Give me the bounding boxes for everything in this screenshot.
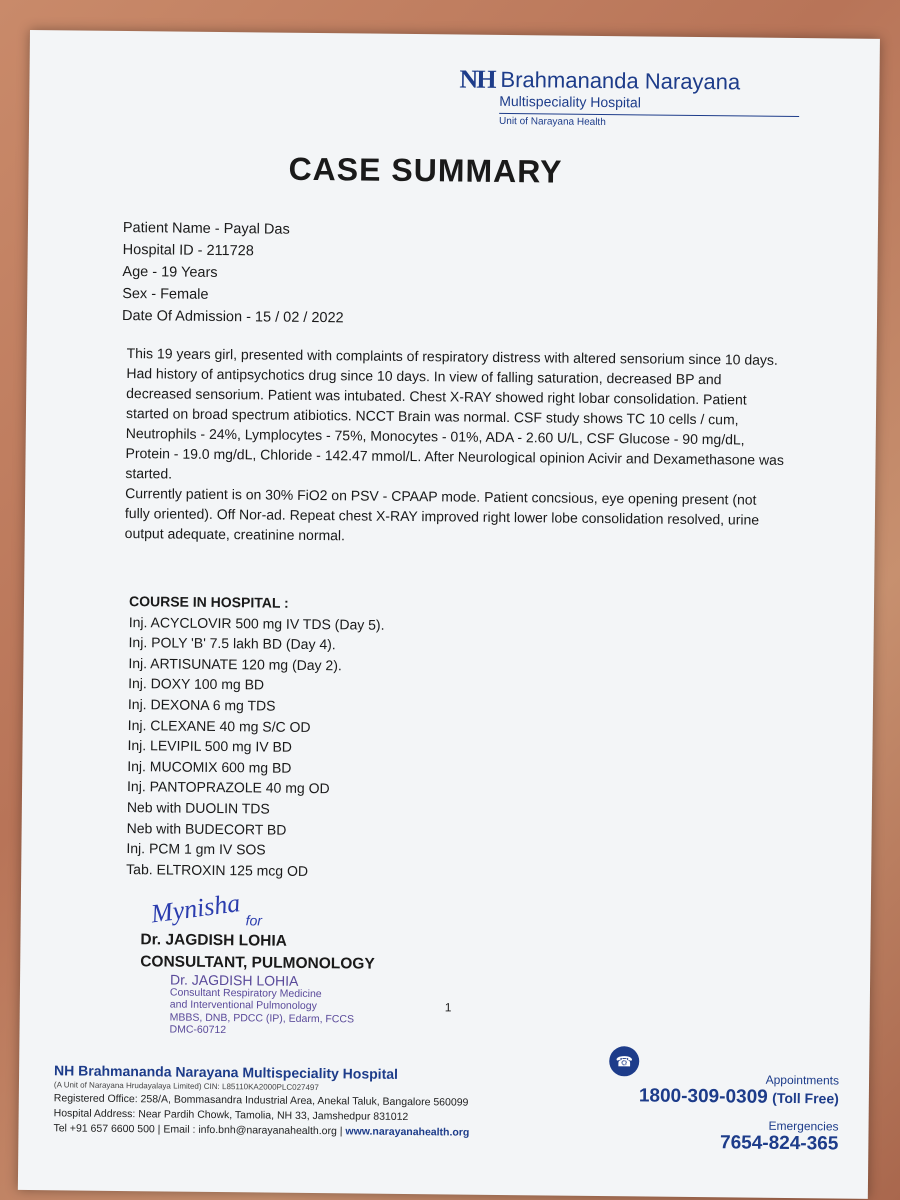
course-in-hospital	[126, 591, 385, 882]
emergencies-number: 7654-824-365	[719, 1132, 839, 1155]
course-item: Inj. POLY 'B' 7.5 lakh BD (Day 4).	[128, 634, 336, 653]
handwritten-signature: Mynisha	[149, 888, 242, 929]
course-item: Inj. ACYCLOVIR 500 mg IV TDS (Day 5).	[128, 613, 385, 633]
doctor-block	[140, 929, 375, 975]
patient-age: Age - 19 Years	[122, 263, 218, 281]
clinical-summary	[125, 343, 787, 550]
admission-date: Date Of Admission - 15 / 02 / 2022	[121, 307, 344, 327]
doctor-stamp	[169, 971, 355, 1038]
course-item: Inj. DEXONA 6 mg TDS	[127, 696, 276, 714]
page-title: CASE SUMMARY	[288, 150, 563, 190]
course-item: Inj. LEVIPIL 500 mg IV BD	[127, 737, 293, 755]
footer-cin: (A Unit of Narayana Hrudayalaya Limited) CIN: L85110KA2000PLC027497	[53, 1080, 319, 1093]
course-heading: COURSE IN HOSPITAL :	[128, 593, 289, 611]
hospital-logo	[459, 65, 820, 131]
course-item: Inj. DOXY 100 mg BD	[128, 675, 265, 693]
footer-hospital-address: Hospital Address: Near Pardih Chowk, Tamolia, NH 33, Jamshedpur 831012	[53, 1107, 409, 1124]
document-page	[18, 30, 880, 1199]
nh-logo-icon: NH	[459, 64, 495, 94]
course-item: Inj. CLEXANE 40 mg S/C OD	[127, 716, 311, 735]
hospital-unit: Unit of Narayana Health	[499, 115, 606, 129]
patient-name: Patient Name - Payal Das	[122, 219, 290, 238]
patient-details	[122, 217, 345, 329]
phone-icon: ☎	[609, 1046, 639, 1076]
contact-numbers	[638, 1071, 839, 1155]
summary-paragraph-2: Currently patient is on 30% FiO2 on PSV - CPAAP mode. Patient concsious, eye opening present (not fully oriented). Off Nor-ad. Repeat chest X-RAY improved right lower lobe consolidation resolved, urine output adequate, creatinine normal.	[124, 485, 760, 544]
course-item: Neb with BUDECORT BD	[126, 819, 287, 838]
course-item: Inj. MUCOMIX 600 mg BD	[127, 757, 292, 776]
appointments-number: 1800-309-0309	[638, 1085, 768, 1108]
footer-website-link[interactable]: www.narayanahealth.org	[345, 1125, 470, 1139]
stamp-line: and Interventional Pulmonology	[169, 998, 317, 1013]
appointments-label: Appointments	[765, 1072, 840, 1088]
hospital-name: Brahmananda Narayana	[500, 66, 741, 95]
toll-free-label: (Toll Free)	[772, 1089, 839, 1107]
page-number: 1	[444, 1000, 452, 1015]
stamp-line: DMC-60712	[169, 1023, 227, 1037]
patient-sex: Sex - Female	[122, 285, 209, 303]
course-item: Tab. ELTROXIN 125 mcg OD	[126, 860, 309, 879]
course-item: Inj. PCM 1 gm IV SOS	[126, 840, 266, 858]
signature-for: for	[245, 912, 263, 929]
hospital-id: Hospital ID - 211728	[122, 241, 254, 260]
stamp-line: Consultant Respiratory Medicine	[169, 986, 322, 1000]
course-item: Neb with DUOLIN TDS	[126, 798, 270, 817]
course-item: Inj. PANTOPRAZOLE 40 mg OD	[127, 778, 330, 797]
summary-paragraph-1: This 19 years girl, presented with complaints of respiratory distress with altered sensorium since 10 days. Had history of antipsychotics drug since 10 days. In view of falling saturation, decreased BP and decreased sensorium. Patient was intubated. Chest X-RAY showed right lobar consolidation. Patient started on broad spectrum atibiotics. NCCT Brain was normal. CSF study shows TC 10 cells / cum, Neutrophils - 24%, Lymplocytes - 75%, Monocytes - 01%, ADA - 2.60 U/L, CSF Glucose - 90 mg/dL, Protein - 19.0 mg/dL, Chloride - 142.47 mmol/L. After Neurological opinion Acivir and Dexamethasone was started.	[125, 345, 784, 482]
hospital-subtitle: Multispeciality Hospital	[499, 92, 641, 111]
doctor-designation: CONSULTANT, PULMONOLOGY	[140, 953, 375, 973]
doctor-name: Dr. JAGDISH LOHIA	[140, 931, 287, 950]
footer-registered-office: Registered Office: 258/A, Bommasandra Industrial Area, Anekal Taluk, Bangalore 560099	[53, 1092, 469, 1109]
footer-hospital-name: NH Brahmananda Narayana Multispeciality Hospital	[54, 1062, 399, 1082]
footer-contact-text: Tel +91 657 6600 500 | Email : info.bnh@narayanahealth.org |	[53, 1122, 343, 1138]
stamp-line: MBBS, DNB, PDCC (IP), Edarm, FCCS	[169, 1011, 355, 1025]
emergencies-label: Emergencies	[768, 1118, 839, 1134]
course-item: Inj. ARTISUNATE 120 mg (Day 2).	[128, 654, 342, 674]
stamp-name: Dr. JAGDISH LOHIA	[169, 971, 299, 989]
